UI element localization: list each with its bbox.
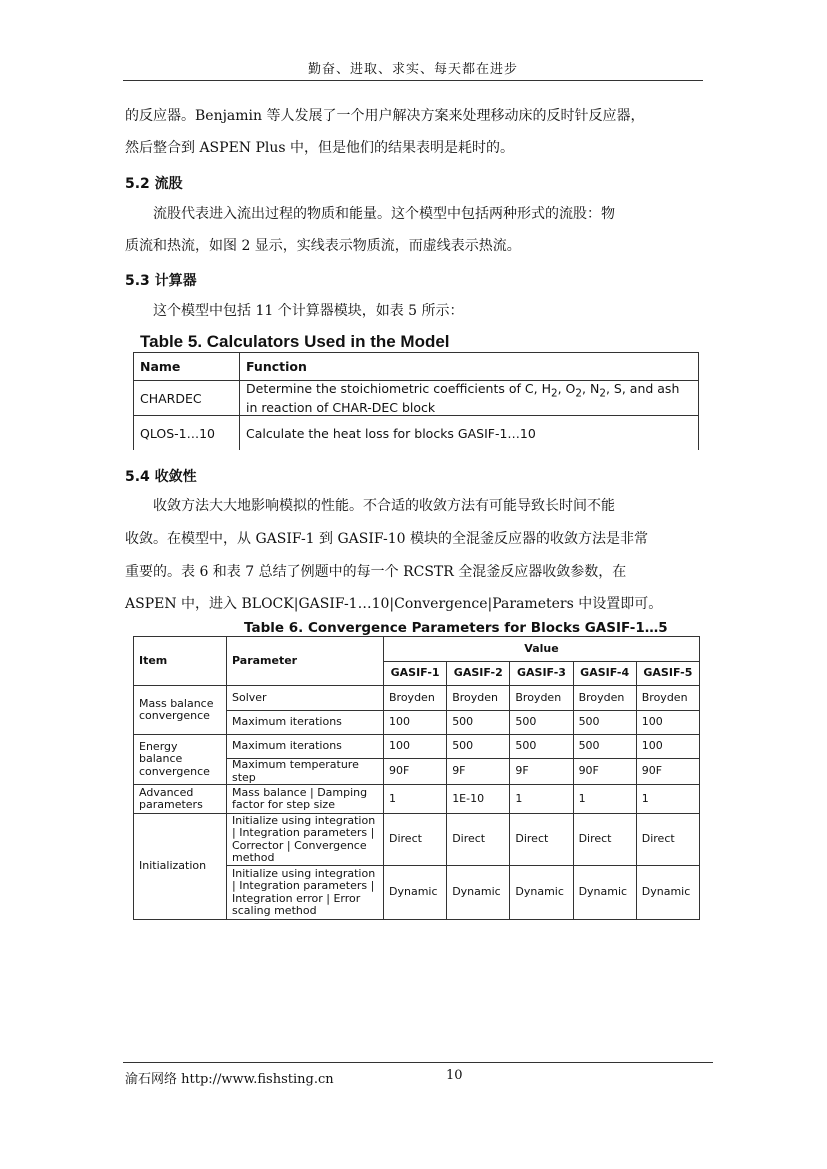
table-cell: QLOS-1…10 (134, 416, 240, 451)
table-cell: Initialization (134, 814, 227, 920)
table-header-cell: GASIF-2 (447, 662, 510, 686)
footer-divider (123, 1062, 713, 1063)
table-cell: Broyden (447, 686, 510, 711)
paragraph-line: 然后整合到 ASPEN Plus 中，但是他们的结果表明是耗时的。 (125, 140, 515, 156)
table-header-row (134, 353, 699, 381)
table-header-cell: GASIF-1 (384, 662, 447, 686)
table-header-cell: Value (384, 637, 700, 662)
subscript: 2 (575, 387, 583, 400)
table-cell: 9F (510, 759, 573, 785)
table-cell: 90F (384, 759, 447, 785)
section-heading-5-2: 5.2 流股 (125, 176, 183, 192)
paragraph-line: 质流和热流，如图 2 显示，实线表示物质流，而虚线表示热流。 (125, 238, 521, 254)
table-cell: 1 (510, 785, 573, 814)
table-header-cell: Name (134, 353, 240, 381)
table-header-cell: Function (240, 353, 699, 381)
table-cell: Initialize using integration | Integration parameters | Corrector | Convergence method (227, 814, 384, 866)
table-cell: Direct (384, 814, 447, 866)
table-header-cell: GASIF-4 (573, 662, 636, 686)
table-cell: Solver (227, 686, 384, 711)
table-cell: Direct (510, 814, 573, 866)
table-cell: Direct (447, 814, 510, 866)
table-row (134, 381, 699, 416)
table-cell: Calculate the heat loss for blocks GASIF-1…10 (240, 416, 699, 451)
table-cell: 500 (510, 735, 573, 759)
table-cell: Mass balance | Damping factor for step size (227, 785, 384, 814)
paragraph-line: ASPEN 中，进入 BLOCK|GASIF-1…10|Convergence|Parameters 中设置即可。 (125, 596, 663, 612)
table-cell: Dynamic (447, 866, 510, 920)
header-divider (123, 80, 703, 81)
table-cell: 500 (573, 711, 636, 735)
table-cell: Broyden (384, 686, 447, 711)
cell-text: Determine the stoichiometric coefficients of C, H (246, 381, 551, 397)
table-cell: Maximum temperature step (227, 759, 384, 785)
table-cell: CHARDEC (134, 381, 240, 416)
table-header-cell: GASIF-3 (510, 662, 573, 686)
paragraph-line: 收敛。在模型中，从 GASIF-1 到 GASIF-10 模块的全混釜反应器的收敛方法是非常 (125, 531, 648, 547)
table-cell: 1 (636, 785, 699, 814)
table-cell: Dynamic (636, 866, 699, 920)
table-cell: 500 (573, 735, 636, 759)
table-cell: 90F (636, 759, 699, 785)
page-header: 勤奋、进取、求实、每天都在进步 (307, 62, 518, 77)
table-cell: Initialize using integration | Integration parameters | Integration error | Error scaling method (227, 866, 384, 920)
table-header-cell: Parameter (227, 637, 384, 686)
table-cell: Direct (636, 814, 699, 866)
table-row (134, 735, 700, 759)
page-number: 10 (446, 1068, 463, 1083)
table-header-cell: GASIF-5 (636, 662, 699, 686)
table-cell: Dynamic (510, 866, 573, 920)
table-cell: 90F (573, 759, 636, 785)
section-heading-5-3: 5.3 计算器 (125, 273, 197, 289)
paragraph-line: 的反应器。Benjamin 等人发展了一个用户解决方案来处理移动床的反时针反应器， (125, 108, 645, 124)
table-cell: 500 (447, 711, 510, 735)
table-cell: 100 (636, 735, 699, 759)
footer-site: 渝石网络 http://www.fishsting.cn (125, 1072, 334, 1087)
table-cell: 1 (573, 785, 636, 814)
paragraph-line: 重要的。表 6 和表 7 总结了例题中的每一个 RCSTR 全混釜反应器收敛参数，在 (125, 564, 627, 580)
table6 (133, 636, 700, 920)
table-cell (240, 381, 699, 416)
table-row (134, 686, 700, 711)
table-header-cell: Item (134, 637, 227, 686)
subscript: 2 (550, 387, 558, 400)
cell-text: , O (557, 381, 576, 397)
table-cell: Direct (573, 814, 636, 866)
table-row (134, 814, 700, 866)
table5-title: Table 5. Calculators Used in the Model (140, 332, 450, 351)
cell-text: , N (582, 381, 600, 397)
table-cell: Broyden (510, 686, 573, 711)
table-cell: 100 (636, 711, 699, 735)
table-cell: 1E-10 (447, 785, 510, 814)
table-header-row (134, 637, 700, 662)
section-heading-5-4: 5.4 收敛性 (125, 469, 197, 485)
table-cell: Mass balance convergence (134, 686, 227, 735)
table-row (134, 416, 699, 451)
table-cell: 100 (384, 735, 447, 759)
cell-text: , S, and ash (605, 381, 680, 397)
paragraph-line: 流股代表进入流出过程的物质和能量。这个模型中包括两种形式的流股：物 (153, 206, 615, 222)
table-cell: Maximum iterations (227, 711, 384, 735)
table-cell: Dynamic (384, 866, 447, 920)
table-cell: Advanced parameters (134, 785, 227, 814)
table5 (133, 352, 699, 450)
table-cell: Dynamic (573, 866, 636, 920)
subscript: 2 (599, 387, 606, 400)
table-cell: 500 (447, 735, 510, 759)
table-cell: 9F (447, 759, 510, 785)
table-cell: 100 (384, 711, 447, 735)
table-cell: Broyden (636, 686, 699, 711)
paragraph-line: 收敛方法大大地影响模拟的性能。不合适的收敛方法有可能导致长时间不能 (153, 498, 615, 514)
table-cell: Broyden (573, 686, 636, 711)
table-cell: 1 (384, 785, 447, 814)
table-cell: 500 (510, 711, 573, 735)
table6-title: Table 6. Convergence Parameters for Blocks GASIF-1…5 (244, 620, 668, 636)
table-row (134, 785, 700, 814)
paragraph-line: 这个模型中包括 11 个计算器模块，如表 5 所示： (153, 303, 464, 319)
cell-text: in reaction of CHAR-DEC block (246, 399, 436, 415)
table-cell: Maximum iterations (227, 735, 384, 759)
table-cell: Energy balance convergence (134, 735, 227, 785)
